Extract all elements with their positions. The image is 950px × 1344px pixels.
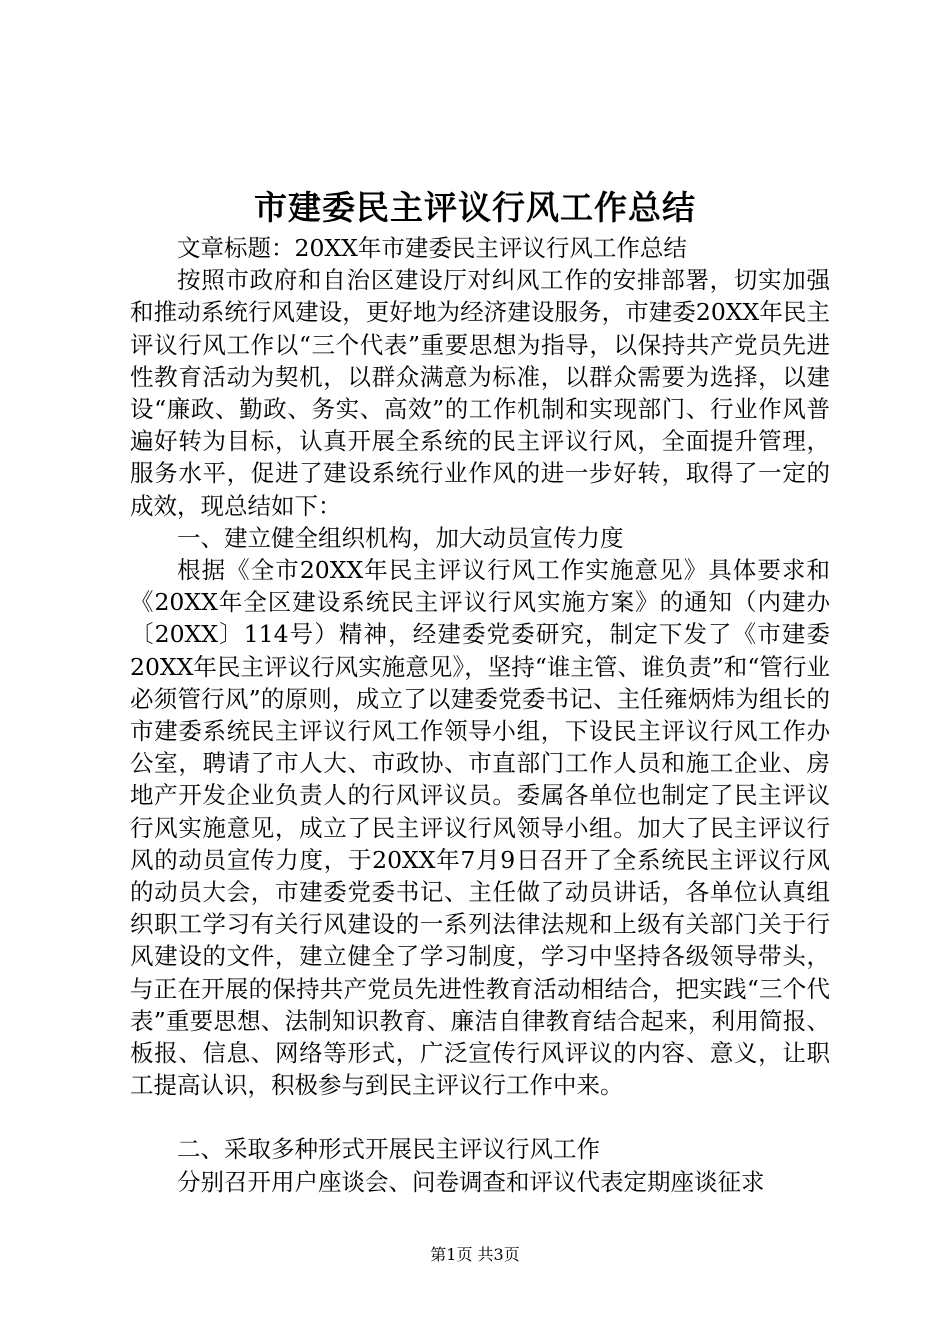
section-heading-2: 二、采取多种形式开展民主评议行风工作 [177, 1135, 600, 1164]
document-title: 市建委民主评议行风工作总结 [254, 188, 696, 227]
section-heading-1: 一、建立健全组织机构，加大动员宣传力度 [177, 523, 624, 552]
page-footer: 第1页 共3页 [430, 1245, 520, 1264]
paragraph-gap [130, 1101, 830, 1133]
article-title-line: 文章标题：20XX年市建委民主评议行风工作总结 [177, 234, 687, 262]
intro-paragraph: 按照市政府和自治区建设厅对纠风工作的安排部署，切实加强和推动系统行风建设，更好地为经济建设服务，市建委20XX年民主评议行风工作以“三个代表”重要思想为指导，以保持共产党员先进性教育活动为契机，以群众满意为标准，以群众需要为选择，以建设“廉政、勤政、务实、高效”的工作机制和实现部门、行业作风普遍好转为目标，认真开展全系统的民主评议行风，全面提升管理，服务水平，促进了建设系统行业作风的进一步好转，取得了一定的成效，现总结如下： [130, 266, 830, 520]
section-2-paragraph: 分别召开用户座谈会、问卷调查和评议代表定期座谈征求 [177, 1167, 765, 1196]
section-1-paragraph: 根据《全市20XX年民主评议行风工作实施意见》具体要求和《20XX年全区建设系统民主评议行风实施方案》的通知（内建办〔20XX〕114号）精神，经建委党委研究，制定下发了《市建委20XX年民主评议行风实施意见》，坚持“谁主管、谁负责”和“管行业必须管行风”的原则，成立了以建委党委书记、主任雍炳炜为组长的市建委系统民主评议行风工作领导小组，下设民主评议行风工作办公室，聘请了市人大、市政协、市直部门工作人员和施工企业、房地产开发企业负责人的行风评议员。委属各单位也制定了民主评议行风实施意见，成立了民主评议行风领导小组。加大了民主评议行风的动员宣传力度，于20XX年7月9日召开了全系统民主评议行风的动员大会，市建委党委书记、主任做了动员讲话，各单位认真组织职工学习有关行风建设的一系列法律法规和上级有关部门关于行风建设的文件，建立健全了学习制度，学习中坚持各级领导带头，与正在开展的保持共产党员先进性教育活动相结合，把实践“三个代表”重要思想、法制知识教育、廉洁自律教育结合起来，利用简报、板报、信息、网络等形式，广泛宣传行风评议的内容、意义，让职工提高认识，积极参与到民主评议行工作中来。 [130, 556, 830, 1100]
document-body [130, 232, 830, 1198]
